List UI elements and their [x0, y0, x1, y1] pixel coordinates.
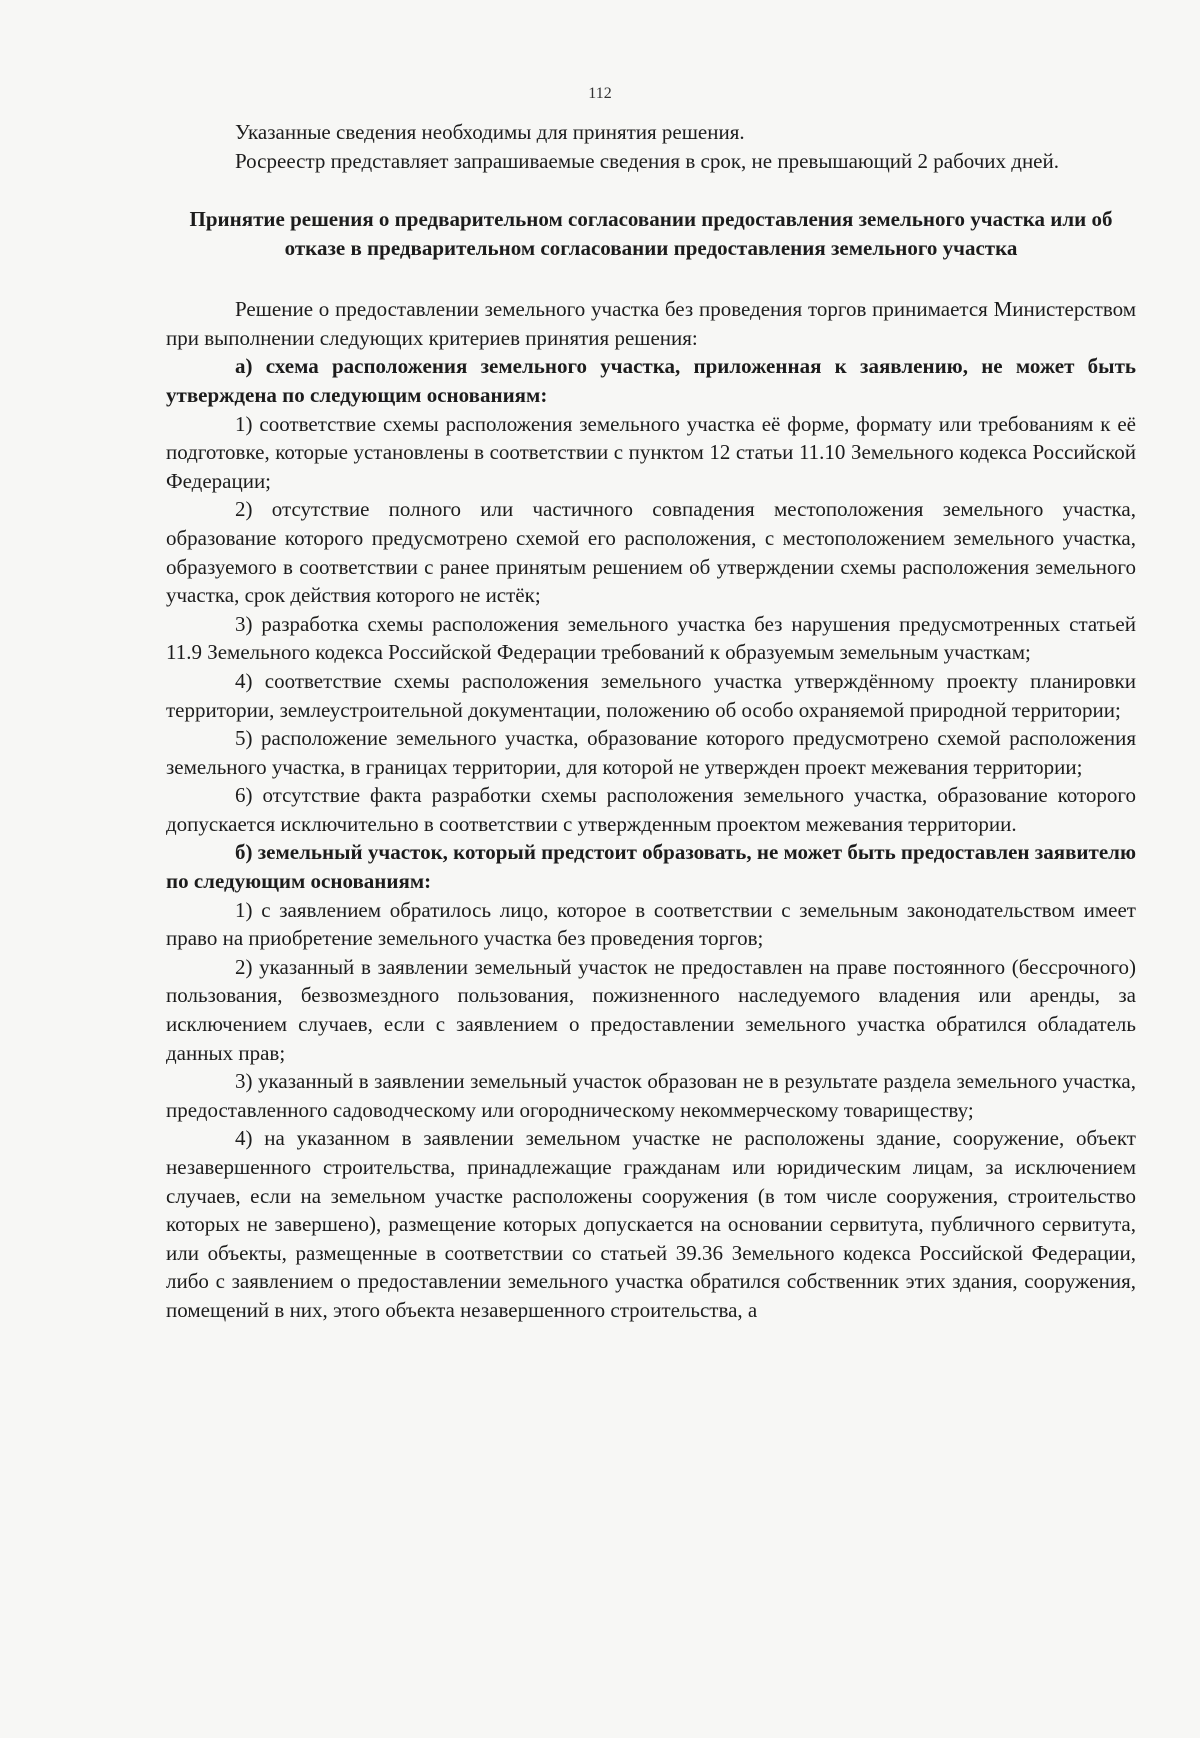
list-item: 1) соответствие схемы расположения земельного участка её форме, формату или требованиям к её подготовке, которые установлены в соответствии с пунктом 12 статьи 11.10 Земельного кодекса Российской Федерации;	[166, 411, 1136, 493]
page-number: 112	[588, 85, 612, 102]
section-b-title: б) земельный участок, который предстоит образовать, не может быть предоставлен заявителю по следующим основаниям:	[166, 840, 1136, 894]
list-item: 1) с заявлением обратилось лицо, которое в соответствии с земельным законодательством имеет право на приобретение земельного участка без проведения торгов;	[166, 897, 1136, 951]
list-item: 3) разработка схемы расположения земельного участка без нарушения предусмотренных статьей 11.9 Земельного кодекса Российской Федерации требований к образуемым земельным участкам;	[166, 611, 1136, 665]
list-item: 5) расположение земельного участка, образование которого предусмотрено схемой расположения земельного участка, в границах территории, для которой не утвержден проект межевания территории;	[166, 726, 1136, 779]
list-item: 2) отсутствие полного или частичного совпадения местоположения земельного участка, образование которого предусмотрено схемой его расположения, с местоположением земельного участка, образуемого в соответствии с ранее принятым решением об утверждении схемы расположения земельного участка, срок действия которого не истёк;	[166, 497, 1136, 608]
document-body	[166, 118, 1136, 1325]
list-item: 6) отсутствие факта разработки схемы расположения земельного участка, образование которого допускается исключительно в соответствии с утвержденным проектом межевания территории.	[166, 783, 1136, 836]
list-item: 4) на указанном в заявлении земельном участке не расположены здание, сооружение, объект незавершенного строительства, принадлежащие гражданам или юридическим лицам, за исключением случаев, если на земельном участке расположены сооружения (в том числе сооружения, строительство которых не завершено), размещение которых допускается на основании сервитута, публичного сервитута, или объекты, размещенные в соответствии со статьей 39.36 Земельного кодекса Российской Федерации, либо с заявлением о предоставлении земельного участка обратился собственник этих здания, сооружения, помещений в них, этого объекта незавершенного строительства, а	[166, 1126, 1136, 1322]
list-item: 2) указанный в заявлении земельный участок не предоставлен на праве постоянного (бессрочного) пользования, безвозмездного пользования, пожизненного наследуемого владения или аренды, за исключением случаев, если с заявлением о предоставлении земельного участка обратился обладатель данных прав;	[166, 954, 1136, 1065]
section-heading: Принятие решения о предварительном согласовании предоставления земельного участка или об отказе в предварительном согласовании предоставления земельного участка	[189, 207, 1113, 261]
paragraph: Указанные сведения необходимы для принятия решения.	[235, 120, 745, 144]
intro-paragraph: Решение о предоставлении земельного участка без проведения торгов принимается Министерством при выполнении следующих критериев принятия решения:	[166, 297, 1136, 350]
list-item: 3) указанный в заявлении земельный участок образован не в результате раздела земельного участка, предоставленного садоводческому или огородническому некоммерческому товариществу;	[166, 1069, 1136, 1122]
paragraph: Росреестр представляет запрашиваемые сведения в срок, не превышающий 2 рабочих дней.	[235, 148, 1059, 173]
section-a-title: а) схема расположения земельного участка, приложенная к заявлению, не может быть утверждена по следующим основаниям:	[166, 354, 1136, 407]
list-item: 4) соответствие схемы расположения земельного участка утверждённому проекту планировки территории, землеустроительной документации, положению об особо охраняемой природной территории;	[166, 668, 1136, 722]
